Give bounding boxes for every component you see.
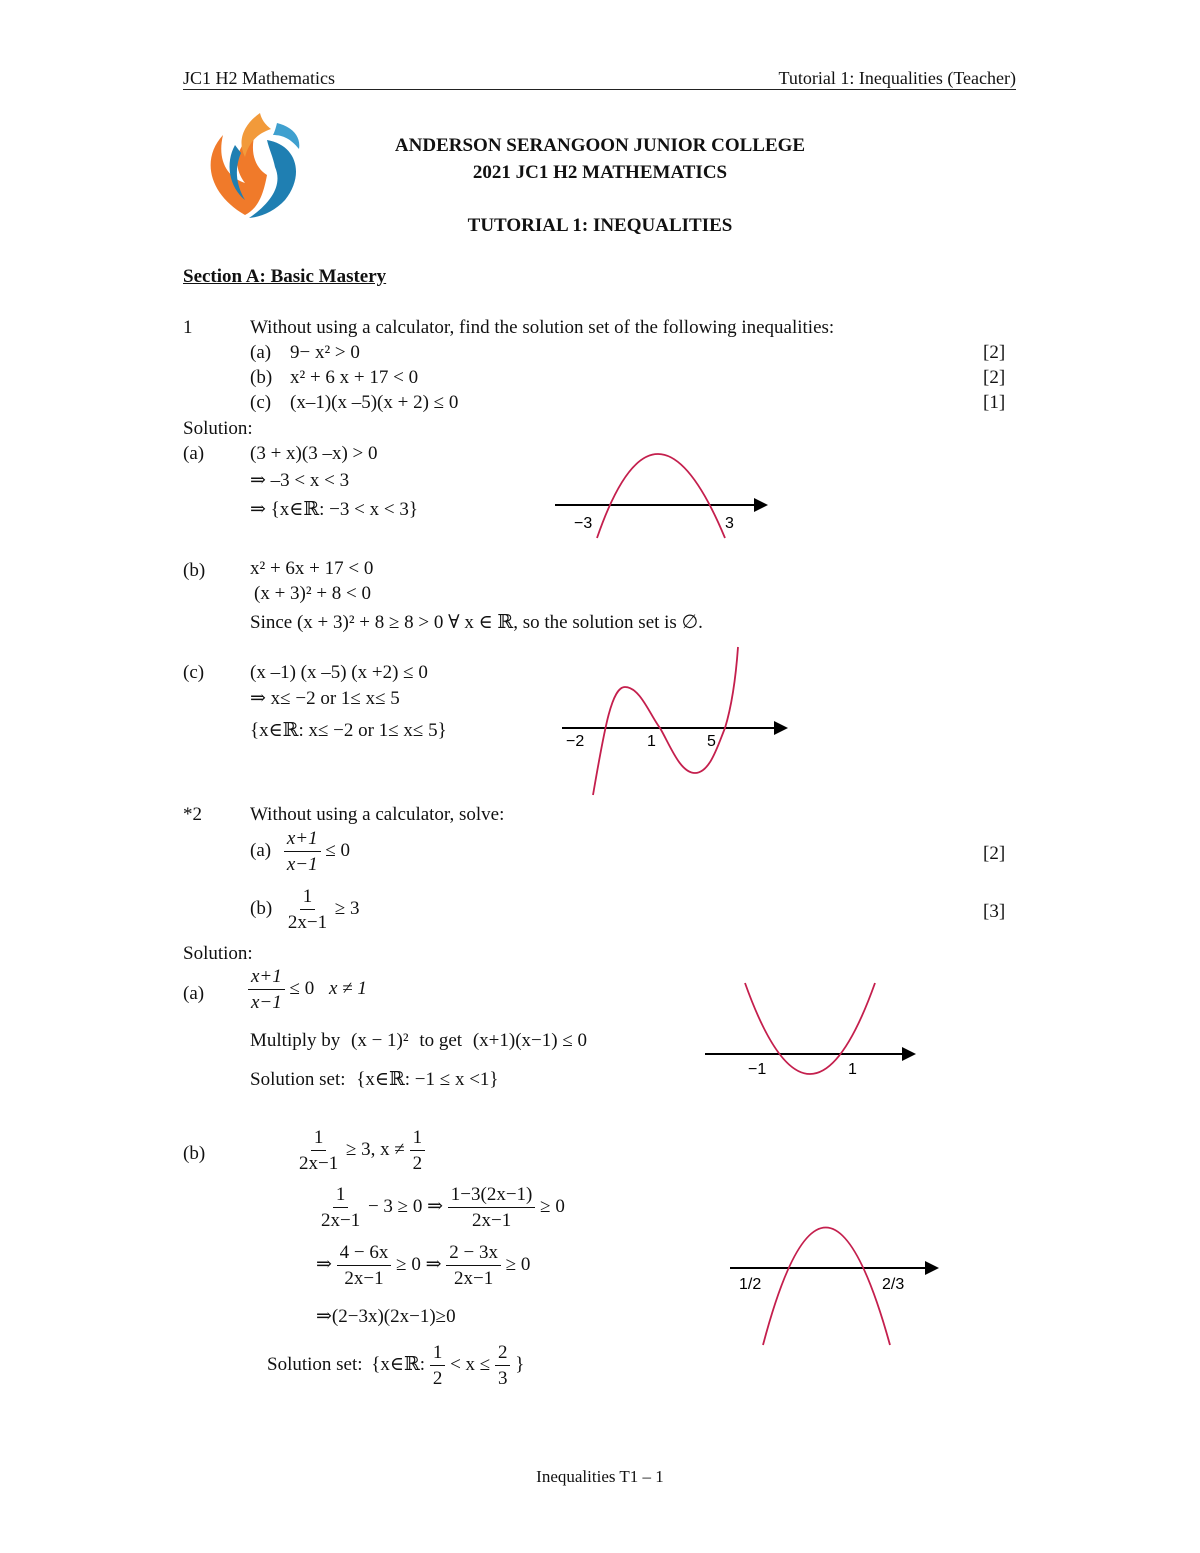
q2a-label: (a) bbox=[250, 839, 272, 861]
q1-sol-c-line3: {x∈ℝ: x≤ −2 or 1≤ x≤ 5} bbox=[250, 720, 447, 741]
q2-sol-a-line1 bbox=[248, 967, 367, 1012]
q2-sol-a-line2 bbox=[250, 1030, 587, 1052]
tutorial-title: TUTORIAL 1: INEQUALITIES bbox=[467, 215, 733, 236]
graph-q1c-label-neg2: −2 bbox=[566, 733, 585, 750]
q1-prompt: Without using a calculator, find the solution set of the following inequalities: bbox=[250, 317, 835, 338]
q2-sol-b-l2-frac2 bbox=[448, 1185, 536, 1230]
q1b-marks: [2] bbox=[983, 367, 1006, 388]
q2-sol-a-l3-set: {x∈ℝ: −1 ≤ x <1} bbox=[356, 1069, 499, 1090]
q2-sol-b-l2-den2: 2x−1 bbox=[471, 1210, 512, 1231]
q2-sol-b-l2-num2: 1−3(2x−1) bbox=[448, 1185, 536, 1208]
q2a-rel: ≤ 0 bbox=[325, 839, 351, 861]
q1a-expr: 9− x² > 0 bbox=[290, 342, 360, 363]
graph-q1c bbox=[560, 645, 800, 800]
q1a-label: (a) bbox=[250, 342, 272, 363]
q1-sol-a-line3: ⇒ {x∈ℝ: −3 < x < 3} bbox=[250, 499, 418, 520]
q2-sol-b-l3-rel: ≥ 0 bbox=[505, 1253, 531, 1275]
q2-sol-b-l3-num: 4 − 6x bbox=[337, 1243, 392, 1266]
q1-sol-b-line2: (x + 3)² + 8 < 0 bbox=[254, 583, 371, 604]
q2-sol-a-l2-res: (x+1)(x−1) ≤ 0 bbox=[472, 1030, 588, 1051]
q1-sol-b-line3: Since (x + 3)² + 8 ≥ 8 > 0 ∀ x ∈ ℝ, so the solution set is ∅. bbox=[250, 612, 703, 633]
q2-sol-a-l2-pre: Multiply by bbox=[250, 1030, 341, 1051]
q2-sol-b-l5-frac2 bbox=[495, 1343, 511, 1388]
college-logo bbox=[205, 105, 305, 220]
q2-sol-b-l3-pre: ⇒ bbox=[316, 1253, 332, 1275]
q2-sol-b-l2-rel: ≥ 0 bbox=[540, 1195, 565, 1217]
q2-sol-a-l2-mid: to get bbox=[419, 1030, 463, 1051]
q2-sol-b-l5-pre: Solution set: bbox=[267, 1353, 363, 1375]
q2-sol-b-l3-frac2 bbox=[446, 1243, 501, 1288]
q2-sol-b-l2-mid: − 3 ≥ 0 ⇒ bbox=[367, 1195, 444, 1217]
q2-prompt: Without using a calculator, solve: bbox=[250, 804, 505, 825]
graph-q2b-label-twothirds: 2/3 bbox=[882, 1276, 905, 1293]
q2a-den: x−1 bbox=[286, 854, 318, 875]
q2-sol-b-l1-cden: 2 bbox=[412, 1153, 423, 1174]
q2b-den: 2x−1 bbox=[287, 912, 328, 933]
q2-sol-b-l3-den: 2x−1 bbox=[344, 1268, 384, 1289]
q2-sol-b-line5 bbox=[267, 1343, 524, 1388]
q2-sol-b-l1-cnum: 1 bbox=[410, 1128, 426, 1151]
q2-sol-a-den: x−1 bbox=[251, 992, 282, 1013]
q1a-marks: [2] bbox=[983, 342, 1006, 363]
q2a-marks: [2] bbox=[983, 843, 1006, 864]
q1-sol-b-label: (b) bbox=[183, 560, 206, 581]
graph-q1c-label-5: 5 bbox=[707, 733, 716, 750]
section-heading: Section A: Basic Mastery bbox=[183, 266, 387, 287]
q2-sol-b-l1-rel: ≥ 3, x ≠ bbox=[345, 1138, 405, 1160]
q2-sol-a-cond: x ≠ 1 bbox=[328, 977, 367, 999]
q2a-fraction bbox=[284, 829, 321, 874]
q1b-label: (b) bbox=[250, 367, 273, 388]
school-title: ANDERSON SERANGOON JUNIOR COLLEGE bbox=[394, 135, 806, 156]
q1b-expr: x² + 6 x + 17 < 0 bbox=[290, 367, 419, 388]
q2b-label: (b) bbox=[250, 897, 273, 919]
q2b-fraction bbox=[285, 887, 330, 932]
q2-sol-b-l2-frac bbox=[318, 1185, 363, 1230]
q2-sol-a-num: x+1 bbox=[248, 967, 285, 990]
q2a-num: x+1 bbox=[284, 829, 321, 852]
q1-number: 1 bbox=[183, 317, 193, 338]
q2-sol-b-l5-close: } bbox=[515, 1353, 525, 1375]
q2-sol-b-l2-den: 2x−1 bbox=[321, 1210, 361, 1231]
header-left: JC1 H2 Mathematics bbox=[183, 68, 335, 88]
q2-sol-a-fraction bbox=[248, 967, 285, 1012]
q2-sol-a-l3-pre: Solution set: bbox=[250, 1069, 346, 1090]
q2-sol-b-l5-open: {x∈ℝ: bbox=[371, 1353, 426, 1375]
q2-sol-a-label: (a) bbox=[183, 983, 205, 1004]
q1c-marks: [1] bbox=[983, 392, 1006, 413]
q2a-question bbox=[250, 829, 350, 874]
q1-sol-c-line2: ⇒ x≤ −2 or 1≤ x≤ 5 bbox=[250, 688, 400, 709]
q2-sol-b-l3-den2: 2x−1 bbox=[454, 1268, 494, 1289]
q2-sol-b-l1-num: 1 bbox=[311, 1128, 327, 1151]
page-footer: Inequalities T1 – 1 bbox=[536, 1467, 664, 1486]
q2-sol-a-line3 bbox=[250, 1068, 499, 1091]
graph-q1a bbox=[550, 430, 780, 545]
q2-sol-b-l1-frac bbox=[296, 1128, 341, 1173]
q1-sol-a-line1: (3 + x)(3 –x) > 0 bbox=[250, 443, 378, 464]
graph-q2a-label-neg1: −1 bbox=[748, 1061, 767, 1078]
q2b-num: 1 bbox=[300, 887, 316, 910]
header-rule bbox=[183, 89, 1016, 90]
q2b-rel: ≥ 3 bbox=[334, 897, 360, 919]
q2b-marks: [3] bbox=[983, 901, 1006, 922]
graph-q2b-label-half: 1/2 bbox=[739, 1276, 762, 1293]
graph-q2a bbox=[700, 975, 930, 1085]
q2-solution-label: Solution: bbox=[183, 943, 253, 964]
course-title: 2021 JC1 H2 MATHEMATICS bbox=[472, 162, 728, 183]
q2-sol-b-line2 bbox=[318, 1185, 565, 1230]
q1-sol-a-line2: ⇒ –3 < x < 3 bbox=[250, 470, 350, 491]
graph-q2b bbox=[725, 1220, 950, 1350]
q2-sol-a-rel: ≤ 0 bbox=[289, 977, 315, 999]
q1-sol-a-label: (a) bbox=[183, 443, 205, 464]
q1c-label: (c) bbox=[250, 392, 272, 413]
q2-sol-b-l5-d2: 3 bbox=[497, 1368, 508, 1389]
q2-sol-b-line3 bbox=[316, 1243, 530, 1288]
graph-q1a-label-3: 3 bbox=[725, 515, 734, 532]
q1-sol-c-label: (c) bbox=[183, 662, 205, 683]
q2-sol-b-l5-d1: 2 bbox=[432, 1368, 443, 1389]
graph-q1c-label-1: 1 bbox=[647, 733, 656, 750]
graph-q1a-label-neg3: −3 bbox=[574, 515, 593, 532]
q1-solution-label: Solution: bbox=[183, 418, 253, 439]
q2-sol-a-l2-expr: (x − 1)² bbox=[351, 1030, 409, 1051]
q2-sol-b-l1-den: 2x−1 bbox=[299, 1153, 339, 1174]
q2-number: *2 bbox=[183, 804, 202, 825]
q2-sol-b-l1-cfrac bbox=[410, 1128, 426, 1173]
q2-sol-b-l3-num2: 2 − 3x bbox=[446, 1243, 501, 1266]
q2-sol-b-label: (b) bbox=[183, 1143, 206, 1164]
q2-sol-b-l5-mid: < x ≤ bbox=[450, 1353, 491, 1375]
q2-sol-b-line1 bbox=[296, 1128, 425, 1173]
header-right: Tutorial 1: Inequalities (Teacher) bbox=[778, 68, 1016, 88]
q2-sol-b-l5-frac1 bbox=[430, 1343, 446, 1388]
q2b-question bbox=[250, 887, 360, 932]
q1-sol-b-line1: x² + 6x + 17 < 0 bbox=[250, 558, 374, 579]
graph-q2a-label-1: 1 bbox=[848, 1061, 857, 1078]
q1c-expr: (x–1)(x –5)(x + 2) ≤ 0 bbox=[290, 392, 459, 413]
q2-sol-b-l5-n1: 1 bbox=[430, 1343, 446, 1366]
q2-sol-b-line4: ⇒(2−3x)(2x−1)≥0 bbox=[316, 1306, 456, 1327]
q1-sol-c-line1: (x –1) (x –5) (x +2) ≤ 0 bbox=[250, 662, 428, 683]
q2-sol-b-l3-frac bbox=[337, 1243, 392, 1288]
q2-sol-b-l5-n2: 2 bbox=[495, 1343, 511, 1366]
q2-sol-b-l2-num: 1 bbox=[333, 1185, 349, 1208]
q2-sol-b-l3-mid: ≥ 0 ⇒ bbox=[396, 1253, 442, 1275]
